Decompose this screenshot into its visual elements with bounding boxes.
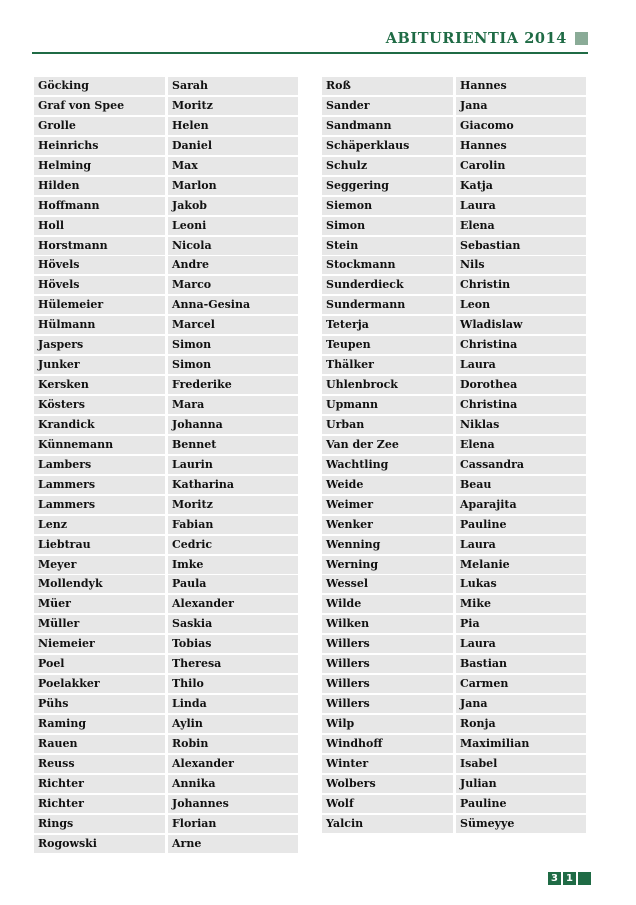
firstname-cell: Leon: [456, 296, 586, 314]
name-row: [34, 775, 298, 793]
name-row: [322, 815, 586, 833]
surname-cell: Lambers: [34, 456, 165, 474]
firstname-cell: Alexander: [168, 595, 298, 613]
surname-cell: Uhlenbrock: [322, 376, 453, 394]
name-row: [322, 795, 586, 813]
firstname-cell: Laura: [456, 197, 586, 215]
name-row: [34, 456, 298, 474]
firstname-cell: Elena: [456, 436, 586, 454]
firstname-cell: Jana: [456, 695, 586, 713]
surname-cell: Urban: [322, 416, 453, 434]
name-row: [34, 296, 298, 314]
surname-cell: Winter: [322, 755, 453, 773]
surname-cell: Seggering: [322, 177, 453, 195]
firstname-cell: Pia: [456, 615, 586, 633]
name-row: [322, 137, 586, 155]
surname-cell: Müller: [34, 615, 165, 633]
name-row: [322, 276, 586, 294]
surname-cell: Jaspers: [34, 336, 165, 354]
name-row: [34, 256, 298, 274]
name-row: [34, 237, 298, 255]
surname-cell: Pühs: [34, 695, 165, 713]
name-row: [34, 516, 298, 534]
surname-cell: Windhoff: [322, 735, 453, 753]
surname-cell: Junker: [34, 356, 165, 374]
surname-cell: Niemeier: [34, 635, 165, 653]
name-row: [322, 735, 586, 753]
name-row: [322, 97, 586, 115]
firstname-cell: Aparajita: [456, 496, 586, 514]
name-row: [34, 735, 298, 753]
name-row: [34, 476, 298, 494]
name-row: [322, 695, 586, 713]
surname-cell: Hilden: [34, 177, 165, 195]
surname-cell: Künnemann: [34, 436, 165, 454]
firstname-cell: Leoni: [168, 217, 298, 235]
surname-cell: Wolbers: [322, 775, 453, 793]
name-row: [322, 715, 586, 733]
name-row: [322, 635, 586, 653]
surname-cell: Kersken: [34, 376, 165, 394]
firstname-cell: Annika: [168, 775, 298, 793]
surname-cell: Hövels: [34, 256, 165, 274]
firstname-cell: Johannes: [168, 795, 298, 813]
firstname-cell: Carmen: [456, 675, 586, 693]
name-row: [34, 416, 298, 434]
name-row: [322, 396, 586, 414]
firstname-cell: Carolin: [456, 157, 586, 175]
surname-cell: Weide: [322, 476, 453, 494]
firstname-cell: Linda: [168, 695, 298, 713]
name-row: [322, 436, 586, 454]
surname-cell: Hövels: [34, 276, 165, 294]
surname-cell: Hoffmann: [34, 197, 165, 215]
name-row: [34, 356, 298, 374]
surname-cell: Rauen: [34, 735, 165, 753]
page-title: ABITURIENTIA 2014: [385, 30, 567, 47]
names-table-left: [34, 77, 298, 855]
firstname-cell: Christina: [456, 396, 586, 414]
surname-cell: Wilp: [322, 715, 453, 733]
surname-cell: Göcking: [34, 77, 165, 95]
firstname-cell: Lukas: [456, 575, 586, 593]
names-table-right: [322, 77, 586, 835]
name-row: [322, 496, 586, 514]
page-number-digit: 1: [563, 872, 576, 885]
firstname-cell: Thilo: [168, 675, 298, 693]
name-row: [34, 217, 298, 235]
firstname-cell: Laura: [456, 635, 586, 653]
name-row: [34, 615, 298, 633]
firstname-cell: Pauline: [456, 795, 586, 813]
firstname-cell: Imke: [168, 556, 298, 574]
name-row: [322, 197, 586, 215]
firstname-cell: Moritz: [168, 496, 298, 514]
surname-cell: Sunderdieck: [322, 276, 453, 294]
firstname-cell: Ronja: [456, 715, 586, 733]
firstname-cell: Jakob: [168, 197, 298, 215]
name-row: [322, 615, 586, 633]
surname-cell: Willers: [322, 695, 453, 713]
surname-cell: Stein: [322, 237, 453, 255]
name-row: [322, 77, 586, 95]
firstname-cell: Theresa: [168, 655, 298, 673]
surname-cell: Willers: [322, 675, 453, 693]
name-row: [322, 256, 586, 274]
surname-cell: Teupen: [322, 336, 453, 354]
name-row: [34, 336, 298, 354]
name-row: [34, 655, 298, 673]
surname-cell: Holl: [34, 217, 165, 235]
surname-cell: Yalcin: [322, 815, 453, 833]
firstname-cell: Christina: [456, 336, 586, 354]
surname-cell: Rogowski: [34, 835, 165, 853]
name-row: [322, 655, 586, 673]
surname-cell: Willers: [322, 655, 453, 673]
firstname-cell: Bennet: [168, 436, 298, 454]
name-row: [34, 835, 298, 853]
firstname-cell: Laura: [456, 536, 586, 554]
firstname-cell: Cassandra: [456, 456, 586, 474]
firstname-cell: Simon: [168, 356, 298, 374]
page-number: [548, 872, 591, 885]
firstname-cell: Hannes: [456, 77, 586, 95]
firstname-cell: Tobias: [168, 635, 298, 653]
firstname-cell: Hannes: [456, 137, 586, 155]
firstname-cell: Katja: [456, 177, 586, 195]
surname-cell: Heinrichs: [34, 137, 165, 155]
firstname-cell: Simon: [168, 336, 298, 354]
name-row: [34, 695, 298, 713]
name-row: [34, 496, 298, 514]
surname-cell: Teterja: [322, 316, 453, 334]
name-row: [322, 416, 586, 434]
footer-square-decoration: [578, 872, 591, 885]
name-row: [34, 157, 298, 175]
name-row: [322, 476, 586, 494]
firstname-cell: Katharina: [168, 476, 298, 494]
surname-cell: Werning: [322, 556, 453, 574]
surname-cell: Roß: [322, 77, 453, 95]
firstname-cell: Paula: [168, 575, 298, 593]
firstname-cell: Elena: [456, 217, 586, 235]
name-row: [34, 795, 298, 813]
name-row: [34, 575, 298, 593]
name-row: [34, 316, 298, 334]
surname-cell: Horstmann: [34, 237, 165, 255]
surname-cell: Wenker: [322, 516, 453, 534]
firstname-cell: Laura: [456, 356, 586, 374]
firstname-cell: Daniel: [168, 137, 298, 155]
firstname-cell: Laurin: [168, 456, 298, 474]
page-number-digit: 3: [548, 872, 561, 885]
surname-cell: Rings: [34, 815, 165, 833]
name-row: [322, 516, 586, 534]
name-row: [322, 177, 586, 195]
name-row: [34, 815, 298, 833]
surname-cell: Krandick: [34, 416, 165, 434]
surname-cell: Wachtling: [322, 456, 453, 474]
name-row: [34, 436, 298, 454]
surname-cell: Wessel: [322, 575, 453, 593]
surname-cell: Sundermann: [322, 296, 453, 314]
name-row: [34, 635, 298, 653]
firstname-cell: Isabel: [456, 755, 586, 773]
surname-cell: Hülemeier: [34, 296, 165, 314]
name-row: [34, 675, 298, 693]
firstname-cell: Sümeyye: [456, 815, 586, 833]
firstname-cell: Pauline: [456, 516, 586, 534]
firstname-cell: Alexander: [168, 755, 298, 773]
name-row: [322, 117, 586, 135]
firstname-cell: Arne: [168, 835, 298, 853]
firstname-cell: Fabian: [168, 516, 298, 534]
name-row: [34, 595, 298, 613]
name-row: [34, 197, 298, 215]
surname-cell: Upmann: [322, 396, 453, 414]
name-row: [34, 556, 298, 574]
firstname-cell: Sebastian: [456, 237, 586, 255]
name-row: [322, 595, 586, 613]
name-row: [322, 675, 586, 693]
firstname-cell: Frederike: [168, 376, 298, 394]
firstname-cell: Andre: [168, 256, 298, 274]
firstname-cell: Melanie: [456, 556, 586, 574]
surname-cell: Hülmann: [34, 316, 165, 334]
name-row: [34, 117, 298, 135]
surname-cell: Lammers: [34, 496, 165, 514]
firstname-cell: Mike: [456, 595, 586, 613]
firstname-cell: Nicola: [168, 237, 298, 255]
surname-cell: Wolf: [322, 795, 453, 813]
surname-cell: Mollendyk: [34, 575, 165, 593]
name-row: [322, 316, 586, 334]
surname-cell: Willers: [322, 635, 453, 653]
surname-cell: Kösters: [34, 396, 165, 414]
firstname-cell: Julian: [456, 775, 586, 793]
name-row: [322, 237, 586, 255]
firstname-cell: Anna-Gesina: [168, 296, 298, 314]
surname-cell: Wenning: [322, 536, 453, 554]
surname-cell: Helming: [34, 157, 165, 175]
name-row: [322, 376, 586, 394]
name-row: [34, 177, 298, 195]
firstname-cell: Christin: [456, 276, 586, 294]
firstname-cell: Beau: [456, 476, 586, 494]
name-row: [322, 556, 586, 574]
firstname-cell: Max: [168, 157, 298, 175]
firstname-cell: Bastian: [456, 655, 586, 673]
name-row: [322, 157, 586, 175]
firstname-cell: Giacomo: [456, 117, 586, 135]
name-row: [34, 97, 298, 115]
name-row: [322, 456, 586, 474]
name-row: [322, 217, 586, 235]
name-row: [34, 77, 298, 95]
surname-cell: Simon: [322, 217, 453, 235]
firstname-cell: Cedric: [168, 536, 298, 554]
surname-cell: Stockmann: [322, 256, 453, 274]
firstname-cell: Nils: [456, 256, 586, 274]
firstname-cell: Robin: [168, 735, 298, 753]
firstname-cell: Niklas: [456, 416, 586, 434]
header-divider: [32, 52, 588, 54]
name-row: [322, 575, 586, 593]
surname-cell: Sandmann: [322, 117, 453, 135]
surname-cell: Schäperklaus: [322, 137, 453, 155]
name-row: [34, 536, 298, 554]
firstname-cell: Wladislaw: [456, 316, 586, 334]
surname-cell: Sander: [322, 97, 453, 115]
firstname-cell: Marco: [168, 276, 298, 294]
name-row: [322, 336, 586, 354]
firstname-cell: Marlon: [168, 177, 298, 195]
name-row: [322, 356, 586, 374]
surname-cell: Richter: [34, 795, 165, 813]
firstname-cell: Mara: [168, 396, 298, 414]
surname-cell: Thälker: [322, 356, 453, 374]
surname-cell: Reuss: [34, 755, 165, 773]
surname-cell: Lammers: [34, 476, 165, 494]
firstname-cell: Maximilian: [456, 735, 586, 753]
surname-cell: Grolle: [34, 117, 165, 135]
firstname-cell: Sarah: [168, 77, 298, 95]
name-row: [34, 755, 298, 773]
surname-cell: Weimer: [322, 496, 453, 514]
firstname-cell: Moritz: [168, 97, 298, 115]
surname-cell: Wilde: [322, 595, 453, 613]
name-row: [34, 715, 298, 733]
name-row: [34, 276, 298, 294]
firstname-cell: Dorothea: [456, 376, 586, 394]
firstname-cell: Johanna: [168, 416, 298, 434]
surname-cell: Poelakker: [34, 675, 165, 693]
firstname-cell: Aylin: [168, 715, 298, 733]
surname-cell: Graf von Spee: [34, 97, 165, 115]
name-row: [34, 137, 298, 155]
surname-cell: Van der Zee: [322, 436, 453, 454]
firstname-cell: Florian: [168, 815, 298, 833]
surname-cell: Liebtrau: [34, 536, 165, 554]
firstname-cell: Helen: [168, 117, 298, 135]
surname-cell: Wilken: [322, 615, 453, 633]
surname-cell: Poel: [34, 655, 165, 673]
surname-cell: Lenz: [34, 516, 165, 534]
firstname-cell: Jana: [456, 97, 586, 115]
surname-cell: Meyer: [34, 556, 165, 574]
name-row: [322, 296, 586, 314]
surname-cell: Raming: [34, 715, 165, 733]
header-square-decoration: [575, 32, 588, 45]
name-row: [34, 396, 298, 414]
surname-cell: Siemon: [322, 197, 453, 215]
surname-cell: Richter: [34, 775, 165, 793]
firstname-cell: Saskia: [168, 615, 298, 633]
surname-cell: Müer: [34, 595, 165, 613]
surname-cell: Schulz: [322, 157, 453, 175]
name-row: [322, 755, 586, 773]
name-row: [322, 536, 586, 554]
name-row: [322, 775, 586, 793]
name-row: [34, 376, 298, 394]
firstname-cell: Marcel: [168, 316, 298, 334]
